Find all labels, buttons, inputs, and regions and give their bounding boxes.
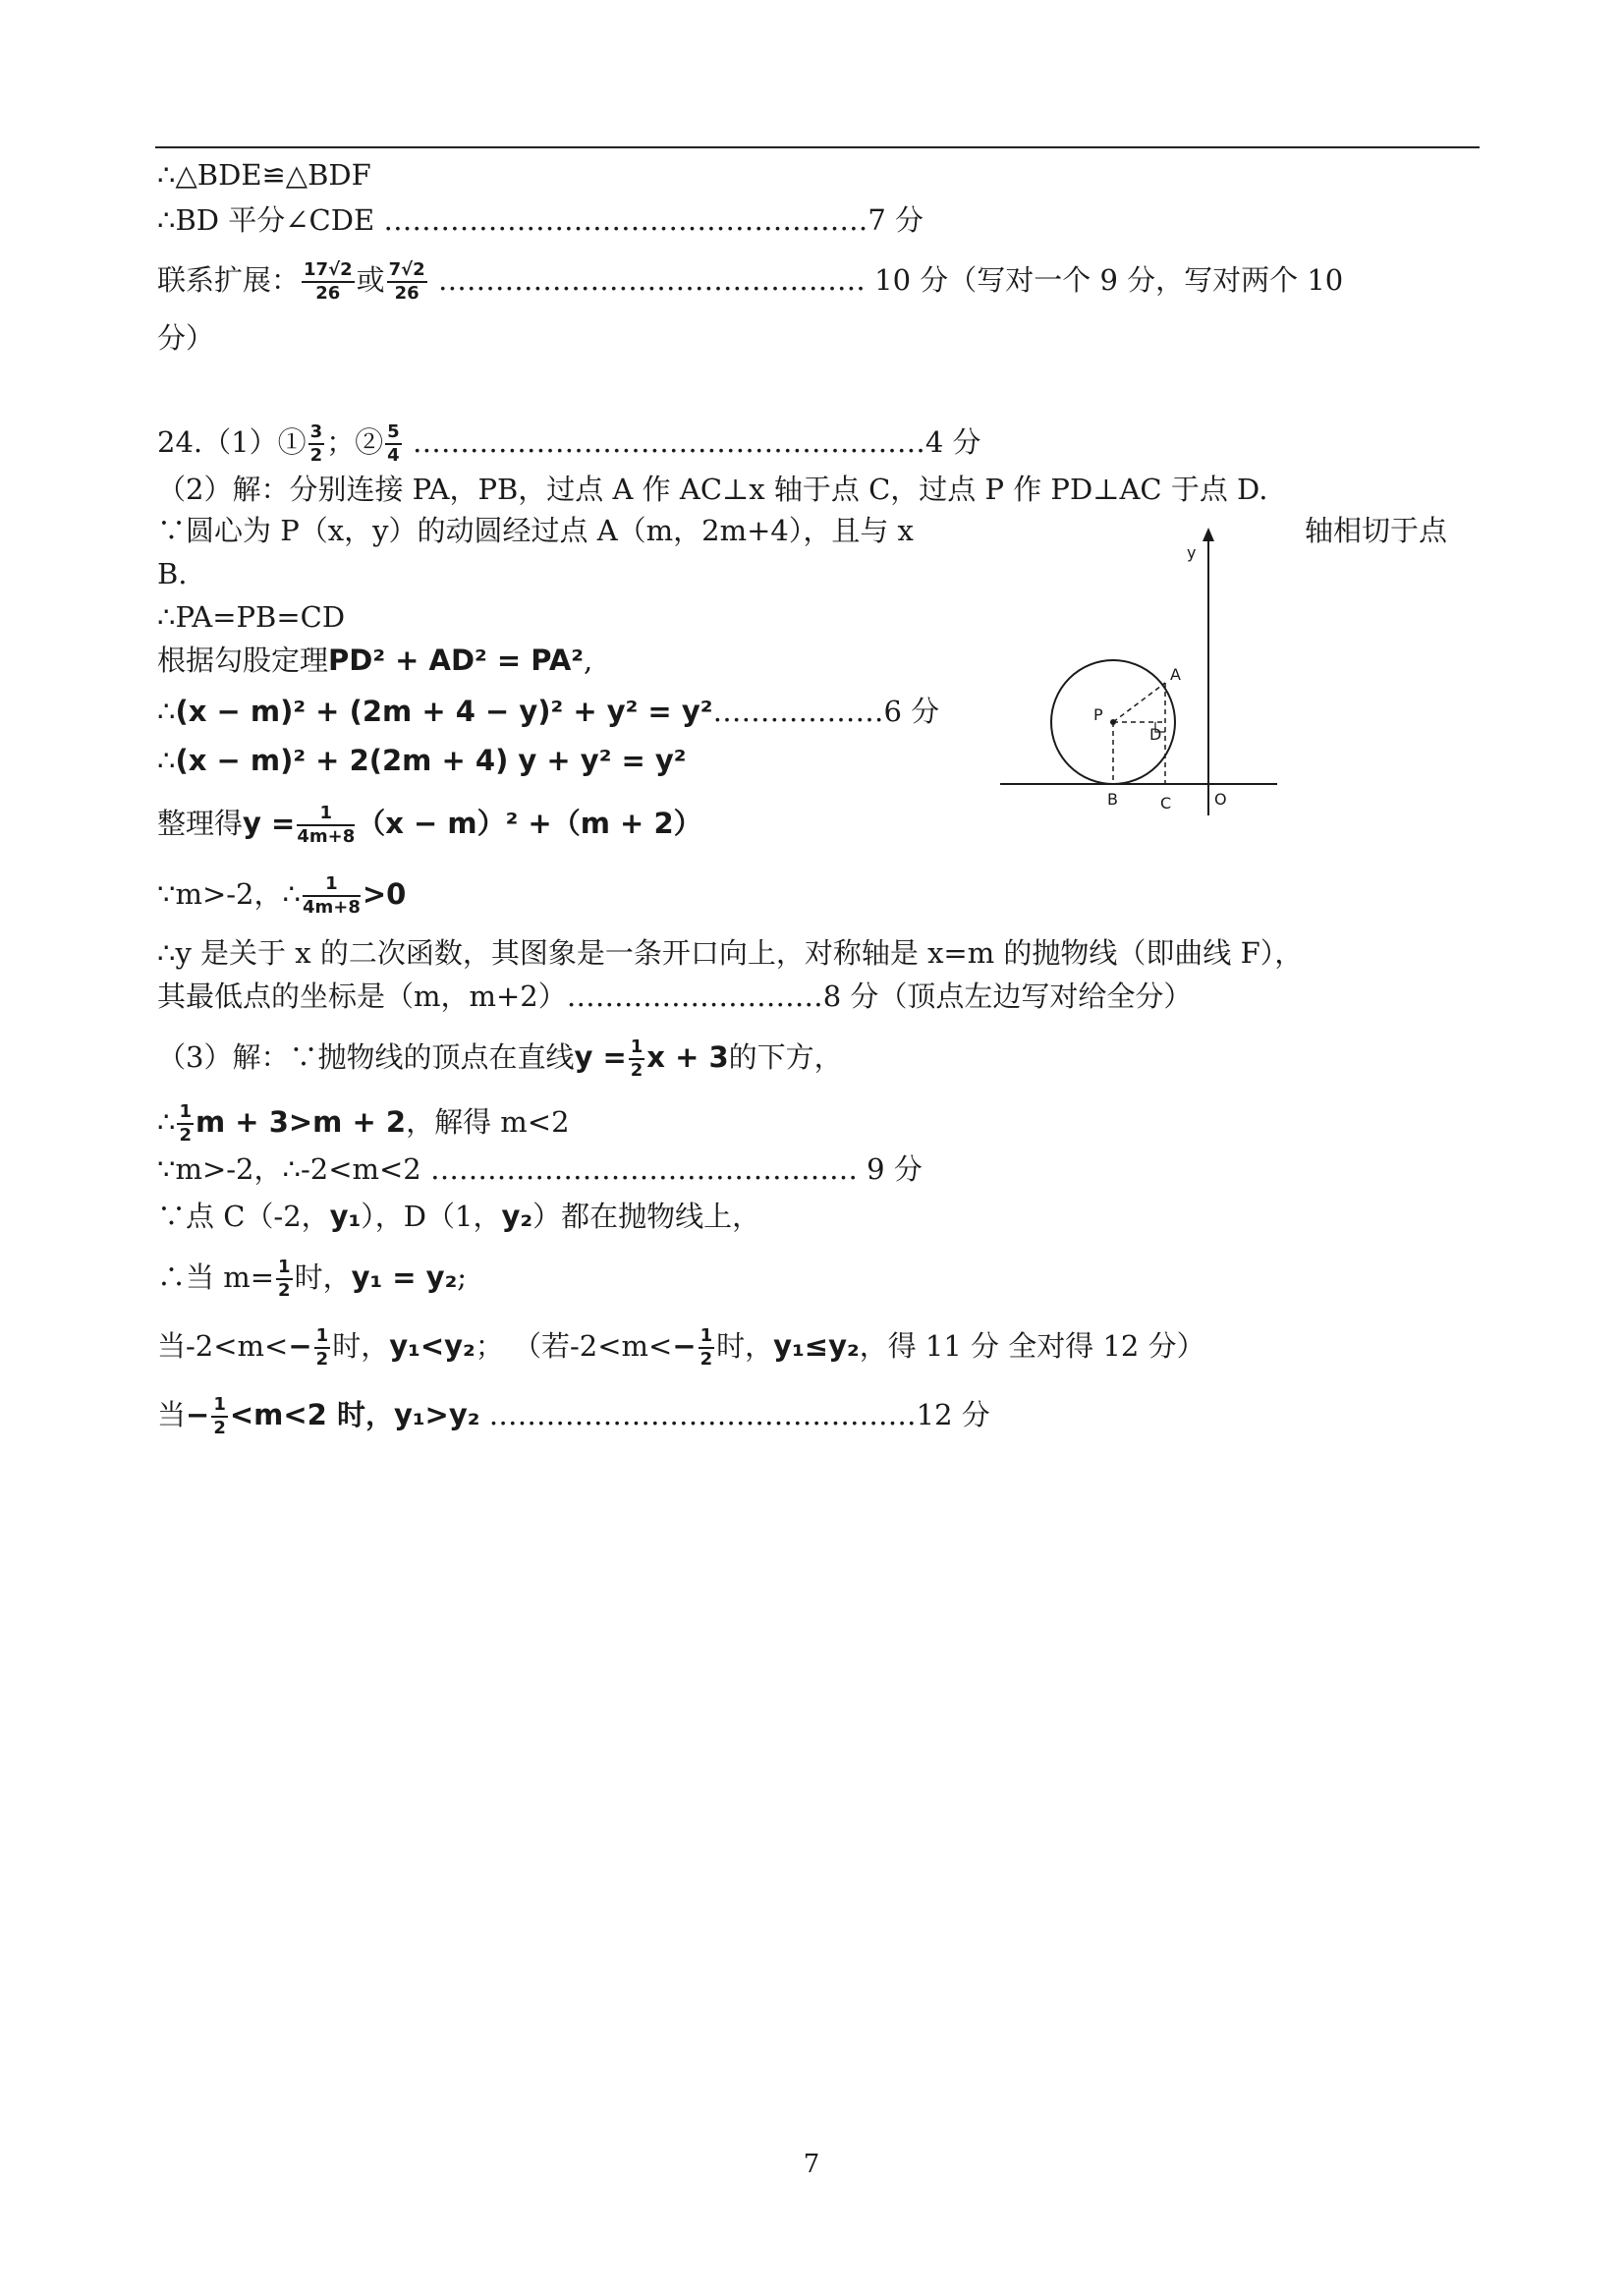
text-line: ∵m>-2，∴-2<m<2 ……………………………………… 9 分 [157,1152,923,1186]
question-24-part-1: 24.（1）① $\frac{3}{2}$ ；② $\frac{5}{4}$ ………………………………………………4 分 [157,421,981,466]
text-line: 当− $\frac{1}{2}$ <m<2 时，y₁>y₂ ………………………………………12 分 [157,1394,990,1438]
text-line: 联系扩展： $\frac{17√2}{26}$ 或 $\frac{7√2}{26}$ ……………………………………… 10 分（写对一个 9 分，写对两个 10 [157,259,1344,304]
text-line: 其最低点的坐标是（m，m+2）………………………8 分（顶点左边写对给全分） [157,980,1193,1013]
fraction: $\frac{17√2}{26}$ [304,259,353,304]
text-line: 分） [157,321,215,355]
label-p: P [1093,705,1103,724]
text-line: B. [157,557,188,590]
page-number: 7 [803,2150,820,2179]
fraction: $\frac{1}{2}$ [278,1257,291,1301]
text-line: ∴y 是关于 x 的二次函数，其图象是一条开口向上，对称轴是 x=m 的抛物线（即曲线 F）， [157,936,1304,970]
geometry-figure [992,526,1297,820]
fraction: $\frac{1}{2}$ [315,1325,329,1370]
text-line: ∴(x − m)² + (2m + 4 − y)² + y² = y²………………6 分 [157,695,940,728]
text-line: 根据勾股定理PD² + AD² = PA², [157,644,593,677]
label-y: y [1187,543,1197,562]
text-line: ∴当 m= $\frac{1}{2}$ 时，y₁ = y₂; [157,1257,468,1301]
text-line: ∴ $\frac{1}{2}$ m + 3>m + 2，解得 m<2 [157,1101,570,1146]
fraction: $\frac{5}{4}$ [387,421,400,466]
label-o: O [1214,790,1227,809]
text-line: ∴△BDE≌△BDF [157,158,371,192]
y-axis-arrow [1203,528,1214,541]
label-d: D [1149,725,1162,744]
geometry-figure-svg [992,526,1297,820]
fraction: $\frac{1}{2}$ [630,1036,644,1081]
text-line: ∴(x − m)² + 2(2m + 4) y + y² = y² [157,744,687,777]
fraction: $\frac{1}{2}$ [700,1325,713,1370]
text-line: ∴PA=PB=CD [157,600,346,634]
label-a: A [1170,665,1181,684]
fraction: $\frac{3}{2}$ [309,421,323,466]
header-rule [155,146,1480,148]
fraction: $\frac{1}{4m+8}$ [297,803,356,847]
segment-pa [1113,683,1165,722]
text-line: ∵m>-2，∴ $\frac{1}{4m+8}$ >0 [157,873,407,918]
fraction: $\frac{1}{2}$ [179,1101,192,1146]
fraction: $\frac{7√2}{26}$ [388,259,425,304]
fraction: $\frac{1}{4m+8}$ [302,873,361,918]
label-c: C [1160,794,1172,812]
label-b: B [1107,790,1118,809]
text-line: （2）解：分别连接 PA，PB，过点 A 作 AC⊥x 轴于点 C，过点 P 作 PD⊥AC 于点 D. [157,473,1268,506]
fraction: $\frac{1}{2}$ [213,1394,226,1438]
text-line: 当-2<m<− $\frac{1}{2}$ 时，y₁<y₂； （若-2<m<− $\frac{1}{2}$ 时，y₁≤y₂，得 11 分 全对得 12 分） [157,1325,1205,1370]
text-line: （3）解：∵抛物线的顶点在直线y = $\frac{1}{2}$ x + 3的下方， [157,1036,843,1081]
text-line: ∴BD 平分∠CDE ……………………………………………7 分 [157,203,924,237]
point-p [1110,719,1116,725]
text-line: ∵圆心为 P（x，y）的动圆经过点 A（m，2m+4），且与 x [157,514,914,547]
text-line: 轴相切于点 [1305,514,1448,547]
text-line: ∵点 C（-2，y₁），D（1，y₂）都在抛物线上， [157,1200,761,1233]
text-line: 整理得y = $\frac{1}{4m+8}$ （x − m）² +（m + 2） [157,803,702,847]
